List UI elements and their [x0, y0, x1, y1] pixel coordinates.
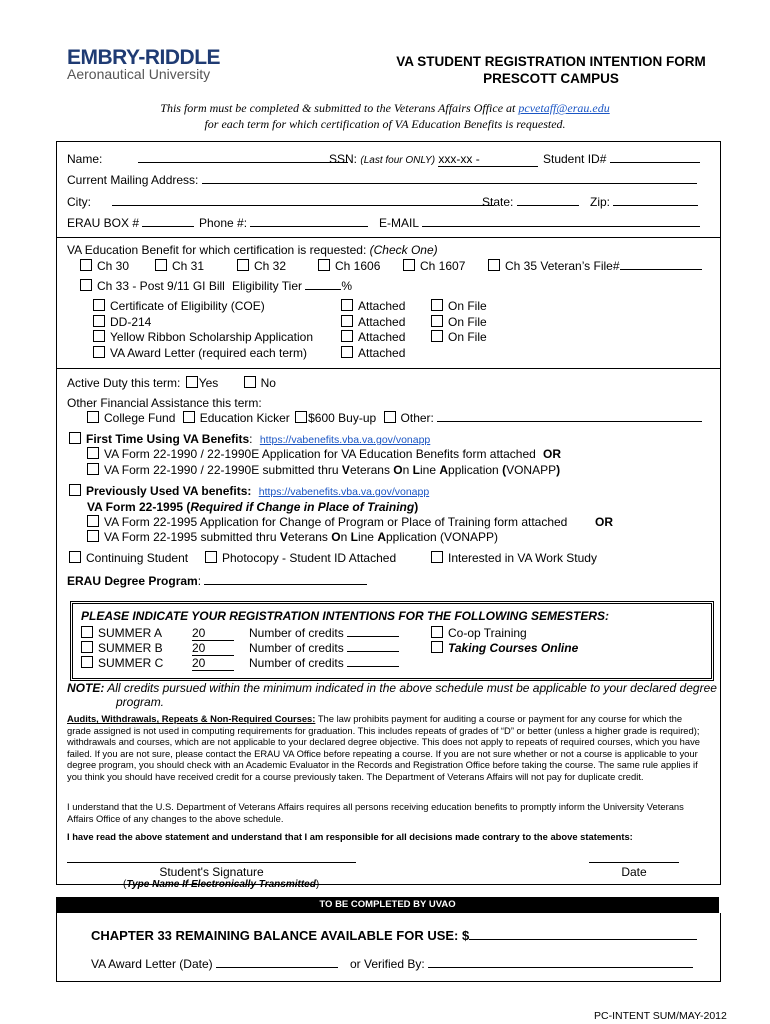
onfile-option[interactable]: On File: [431, 299, 487, 313]
checkbox[interactable]: [341, 315, 353, 327]
logo-subtitle: Aeronautical University: [67, 66, 211, 82]
checkbox[interactable]: [93, 346, 105, 358]
balance-row: CHAPTER 33 REMAINING BALANCE AVAILABLE FOR USE: $: [91, 928, 697, 943]
checkbox[interactable]: [341, 346, 353, 358]
continuing-option[interactable]: Continuing Student: [69, 551, 188, 565]
box-row: ERAU BOX #: [67, 216, 194, 230]
checkbox[interactable]: [93, 330, 105, 342]
or-label: OR: [543, 447, 561, 461]
office-box: [56, 913, 721, 982]
attached-option[interactable]: Attached: [341, 299, 405, 313]
date-line[interactable]: [589, 862, 679, 863]
doc-item[interactable]: VA Award Letter (required each term): [93, 346, 307, 360]
office-use-bar: TO BE COMPLETED BY UVAO: [56, 897, 719, 913]
checkbox[interactable]: [87, 411, 99, 423]
credits-field[interactable]: [347, 656, 399, 667]
active-duty-no-checkbox[interactable]: [244, 376, 256, 388]
checkbox[interactable]: [295, 411, 307, 423]
attached-option[interactable]: Attached: [341, 330, 405, 344]
student-id-row: Student ID#: [543, 152, 700, 166]
city-row: City:: [67, 195, 494, 209]
checkbox[interactable]: [93, 315, 105, 327]
address-row: Current Mailing Address:: [67, 173, 697, 187]
campus-title: PRESCOTT CAMPUS: [483, 71, 619, 86]
chapter-option[interactable]: Ch 30: [80, 259, 129, 273]
office-email-link[interactable]: pcvetaff@erau.edu: [518, 101, 610, 115]
checkbox[interactable]: [93, 299, 105, 311]
checkbox[interactable]: [318, 259, 330, 271]
intro-line-2: for each term for which certification of VA Education Benefits is requested.: [204, 117, 566, 131]
checkbox[interactable]: [87, 463, 99, 475]
verified-field[interactable]: [428, 957, 693, 968]
checkbox[interactable]: [341, 299, 353, 311]
award-date-field[interactable]: [216, 957, 338, 968]
semester-row: SUMMER B: [81, 641, 163, 655]
checkbox[interactable]: [69, 551, 81, 563]
chapter-option[interactable]: Ch 1606: [318, 259, 380, 273]
onfile-option[interactable]: On File: [431, 315, 487, 329]
checkbox[interactable]: [81, 626, 93, 638]
checkbox[interactable]: [87, 447, 99, 459]
credits-row: Number of credits: [249, 656, 399, 670]
email-field[interactable]: [422, 216, 700, 227]
checkbox[interactable]: [87, 515, 99, 527]
first-time-row: First Time Using VA Benefits: https://vabenefits.vba.va.gov/vonapp: [69, 432, 430, 446]
prev-used-row: Previously Used VA benefits: https://vabenefits.vba.va.gov/vonapp: [69, 484, 429, 498]
benefit-heading: VA Education Benefit for which certification is requested: (Check One): [67, 243, 438, 257]
divider: [57, 368, 720, 369]
verified-row: or Verified By:: [350, 957, 693, 971]
city-field[interactable]: [112, 195, 494, 206]
name-row: Name:: [67, 152, 348, 166]
intro-line-1: This form must be completed & submitted to the Veterans Affairs Office at pcvetaff@erau.edu: [160, 101, 610, 115]
other-fin-label: Other Financial Assistance this term:: [67, 396, 262, 410]
checkbox[interactable]: [431, 551, 443, 563]
state-row: State:: [482, 195, 579, 209]
attached-option[interactable]: Attached: [341, 346, 405, 360]
form-1995-heading: VA Form 22-1995 (Required if Change in Place of Training): [87, 500, 419, 514]
active-duty-yes-checkbox[interactable]: [186, 376, 198, 388]
checkbox[interactable]: [81, 656, 93, 668]
balance-field[interactable]: [469, 929, 697, 940]
name-field[interactable]: [138, 152, 348, 163]
ch33-option[interactable]: Ch 33 - Post 9/11 GI Bill: [80, 279, 225, 293]
phone-field[interactable]: [250, 216, 368, 227]
active-duty-row: Active Duty this term: Yes No: [67, 376, 276, 390]
understand-paragraph: I understand that the U.S. Department of Veterans Affairs requires all persons receiving education benefits to promptly inform the University Veterans Affairs Office of any changes to the above schedule.: [67, 801, 684, 824]
coop-option[interactable]: Co-op Training: [431, 626, 527, 640]
checkbox[interactable]: [183, 411, 195, 423]
zip-field[interactable]: [613, 195, 698, 206]
responsible-statement: I have read the above statement and understand that I am responsible for all decisions made contrary to the above statements:: [67, 831, 633, 842]
semester-row: SUMMER C: [81, 656, 163, 670]
semester-row: SUMMER A: [81, 626, 162, 640]
work-study-option[interactable]: Interested in VA Work Study: [431, 551, 597, 565]
chapter-option[interactable]: Ch 1607: [403, 259, 465, 273]
or-label: OR: [595, 515, 613, 529]
vonapp-link[interactable]: https://vabenefits.vba.va.gov/vonapp: [259, 434, 431, 446]
checkbox[interactable]: [80, 279, 92, 291]
zip-row: Zip:: [590, 195, 698, 209]
pu-option-1[interactable]: VA Form 22-1995 Application for Change of Program or Place of Training form attached: [87, 515, 567, 529]
credits-row: Number of credits: [249, 641, 399, 655]
semester-year[interactable]: 20: [192, 656, 234, 671]
student-id-field[interactable]: [610, 152, 700, 163]
degree-field[interactable]: [204, 574, 367, 585]
checkbox[interactable]: [431, 299, 443, 311]
note-cont: program.: [116, 695, 165, 709]
email-row: E-MAIL: [379, 216, 700, 230]
state-field[interactable]: [517, 195, 579, 206]
signature-line[interactable]: [67, 862, 356, 863]
vonapp-link[interactable]: https://vabenefits.vba.va.gov/vonapp: [258, 486, 430, 498]
date-label: Date: [621, 865, 647, 879]
ft-option-1[interactable]: VA Form 22-1990 / 22-1990E Application for VA Education Benefits form attached: [87, 447, 536, 461]
checkbox[interactable]: [69, 484, 81, 496]
logo-embry-riddle: EMBRY-RIDDLE: [67, 46, 221, 69]
checkbox[interactable]: [81, 641, 93, 653]
box-field[interactable]: [142, 216, 194, 227]
checkbox[interactable]: [69, 432, 81, 444]
form-code: PC-INTENT SUM/MAY-2012: [594, 1010, 727, 1022]
attached-option[interactable]: Attached: [341, 315, 405, 329]
checkbox[interactable]: [341, 330, 353, 342]
checkbox[interactable]: [431, 641, 443, 653]
checkbox[interactable]: [431, 330, 443, 342]
phone-row: Phone #:: [199, 216, 368, 230]
chapter-option[interactable]: Ch 35 Veteran’s File#: [488, 259, 702, 273]
chapter-option[interactable]: Ch 32: [237, 259, 286, 273]
form-title: VA STUDENT REGISTRATION INTENTION FORM: [396, 54, 706, 69]
fin-options-row: College Fund Education Kicker $600 Buy-up Other:: [87, 411, 702, 425]
note: NOTE: All credits pursued within the minimum indicated in the above schedule must be applicable to your declared degree: [67, 681, 717, 695]
pu-option-2[interactable]: VA Form 22-1995 submitted thru Veterans On Line Application (VONAPP): [87, 530, 498, 544]
credits-field[interactable]: [347, 626, 399, 637]
address-field[interactable]: [202, 173, 697, 184]
ft-option-2[interactable]: VA Form 22-1990 / 22-1990E submitted thru Veterans On Line Application (VONAPP): [87, 463, 560, 477]
credits-row: Number of credits: [249, 626, 399, 640]
onfile-option[interactable]: On File: [431, 330, 487, 344]
signature-label: Student's Signature: [159, 865, 264, 879]
doc-item[interactable]: Certificate of Eligibility (COE): [93, 299, 265, 313]
doc-item[interactable]: Yellow Ribbon Scholarship Application: [93, 330, 313, 344]
checkbox[interactable]: [431, 315, 443, 327]
checkbox[interactable]: [237, 259, 249, 271]
checkbox[interactable]: [87, 530, 99, 542]
doc-item[interactable]: DD-214: [93, 315, 151, 329]
signature-hint: (Type Name If Electronically Transmitted): [123, 879, 320, 890]
credits-field[interactable]: [347, 641, 399, 652]
tier-field[interactable]: [305, 279, 341, 290]
tier-row: Eligibility Tier %: [232, 279, 353, 293]
semester-year[interactable]: 20: [192, 626, 234, 641]
checkbox[interactable]: [80, 259, 92, 271]
checkbox[interactable]: [488, 259, 500, 271]
award-date-row: VA Award Letter (Date): [91, 957, 338, 971]
audits-paragraph: Audits, Withdrawals, Repeats & Non-Required Courses: The law prohibits payment for auditing a course or payment for any course for which the grade assigned is not used in computing requirements for graduation. This includes repeats of grades of “D” or better (unless a higher grade is required); withdrawals and courses, which are not applicable to your declared degree objective. This does not apply to repeats of required courses, which you have failed. If you are not sure, please contact the ERAU VA Office before repeating a course. If you are not sure whether or not a course is applicable to your degree program, you should check with an Academic Evaluator in the Records and Registration Office before taking the course. The same rule applies if you think you should have received credit for a course previously taken. The Department of Veterans Affairs will not pay for duplicate credit.: [67, 713, 701, 782]
veteran-file-field[interactable]: [620, 259, 702, 270]
checkbox[interactable]: [431, 626, 443, 638]
divider: [57, 237, 720, 238]
chapter-option[interactable]: Ch 31: [155, 259, 204, 273]
degree-row: ERAU Degree Program:: [67, 574, 367, 588]
checkbox[interactable]: [403, 259, 415, 271]
ssn-row: SSN: (Last four ONLY) xxx-xx -: [329, 152, 538, 167]
checkbox[interactable]: [384, 411, 396, 423]
ssn-field[interactable]: xxx-xx -: [438, 152, 538, 167]
online-option[interactable]: Taking Courses Online: [431, 641, 578, 655]
checkbox[interactable]: [155, 259, 167, 271]
other-fin-field[interactable]: [437, 411, 702, 422]
semester-year[interactable]: 20: [192, 641, 234, 656]
semesters-heading: PLEASE INDICATE YOUR REGISTRATION INTENTIONS FOR THE FOLLOWING SEMESTERS:: [81, 609, 610, 623]
photocopy-option[interactable]: Photocopy - Student ID Attached: [205, 551, 396, 565]
checkbox[interactable]: [205, 551, 217, 563]
